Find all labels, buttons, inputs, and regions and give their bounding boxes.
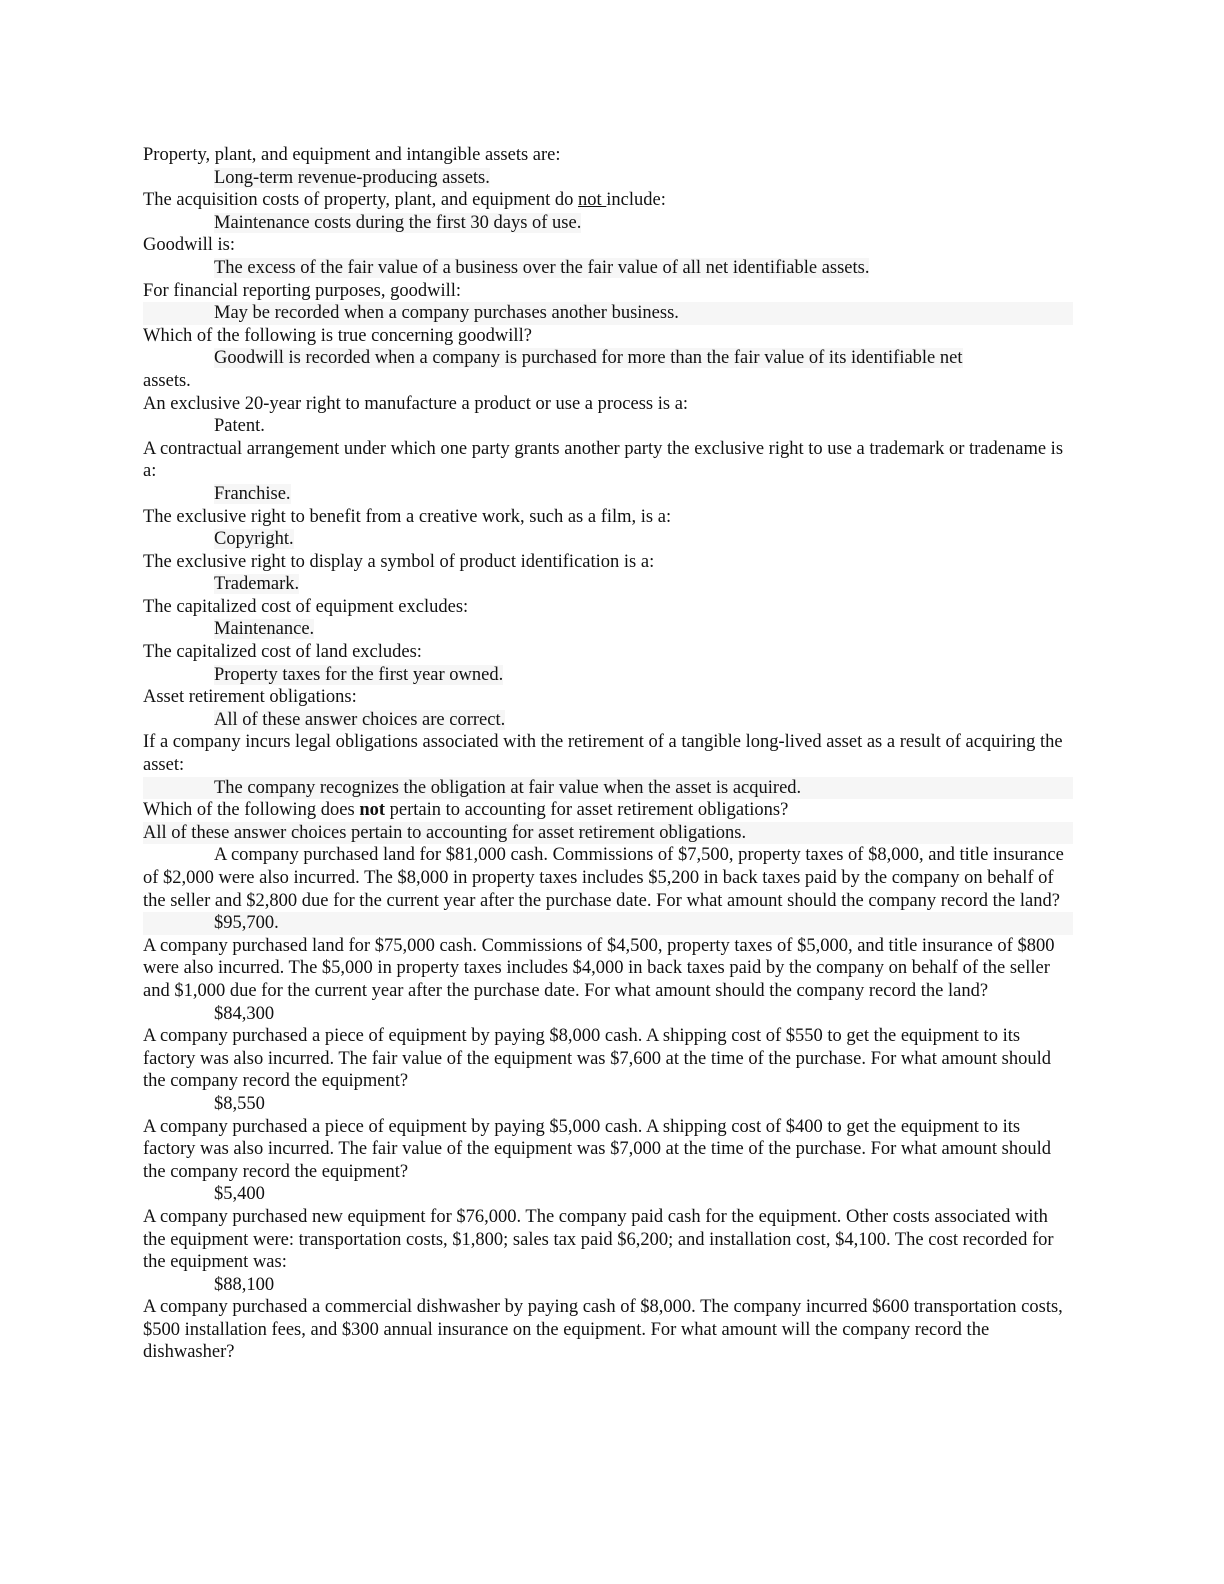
question-10: The capitalized cost of equipment excludes: [143,596,469,617]
answer-7: Franchise. [214,483,291,504]
answer-17: $8,550 [214,1093,265,1114]
answer-14: All of these answer choices pertain to accounting for asset retirement obligations. [143,822,1073,845]
question-13: If a company incurs legal obligations associated with the retirement of a tangible long-lived asset as a result of acquiring the asset: [143,732,1063,776]
document-body [143,144,1073,1364]
answer-8: Copyright. [214,529,294,550]
question-8: The exclusive right to benefit from a creative work, such as a film, is a: [143,506,672,527]
question-5: Which of the following is true concerning goodwill? [143,325,532,346]
question-6: An exclusive 20-year right to manufacture a product or use a process is a: [143,393,689,414]
answer-6: Patent. [214,416,265,437]
question-20: A company purchased a commercial dishwasher by paying cash of $8,000. The company incurred $600 transportation costs, $500 installation fees, and $300 annual insurance on the equipment. For what amount will the company record the dishwasher? [143,1297,1063,1363]
answer-5: Goodwill is recorded when a company is purchased for more than the fair value of its identifiable net [214,348,963,369]
answer-16: $84,300 [214,1003,275,1024]
answer-12: All of these answer choices are correct. [214,709,506,730]
answer-2: Maintenance costs during the first 30 days of use. [214,212,582,233]
question-9: The exclusive right to display a symbol of product identification is a: [143,551,655,572]
question-11: The capitalized cost of land excludes: [143,642,422,663]
question-19: A company purchased new equipment for $76,000. The company paid cash for the equipment. Other costs associated with the equipment were: transportation costs, $1,800; sales tax paid $6,200; and installation cost, $4,100. The cost recorded for the equipment was: [143,1206,1054,1273]
question-14: Which of the following does not pertain to accounting for asset retirement obligations? [143,800,789,821]
answer-18: $5,400 [214,1184,265,1205]
question-18: A company purchased a piece of equipment by paying $5,000 cash. A shipping cost of $400 to get the equipment to its factory was also incurred. The fair value of the equipment was $7,000 at the time of the purchase. For what amount should the company record the equipment? [143,1116,1051,1182]
question-15: A company purchased land for $81,000 cash. Commissions of $7,500, property taxes of $8,000, and title insurance of $2,000 were also incurred. The $8,000 in property taxes includes $5,200 in back taxes paid by the company on behalf of the seller and $2,800 due for the current year after the purchase date. For what amount should the company record the land? [143,845,1064,911]
answer-3: The excess of the fair value of a business over the fair value of all net identifiable assets. [214,257,870,278]
answer-15: $95,700. [143,912,1073,935]
question-16: A company purchased land for $75,000 cash. Commissions of $4,500, property taxes of $5,000, and title insurance of $800 were also incurred. The $5,000 in property taxes includes $4,000 in back taxes paid by the company on behalf of the seller and $1,000 due for the current year after the purchase date. For what amount should the company record the land? [143,935,1055,1001]
answer-5-continued: assets. [143,370,191,391]
question-3: Goodwill is: [143,235,235,256]
answer-4: May be recorded when a company purchases another business. [143,302,1073,325]
answer-19: $88,100 [214,1274,275,1295]
answer-13: The company recognizes the obligation at fair value when the asset is acquired. [143,777,1073,800]
answer-11: Property taxes for the first year owned. [214,664,504,685]
answer-10: Maintenance. [214,619,315,640]
question-12: Asset retirement obligations: [143,687,357,708]
question-2: The acquisition costs of property, plant, and equipment do not include: [143,190,666,211]
answer-1: Long-term revenue-producing assets. [214,167,490,188]
question-4: For financial reporting purposes, goodwill: [143,280,462,301]
question-17: A company purchased a piece of equipment by paying $8,000 cash. A shipping cost of $550 to get the equipment to its factory was also incurred. The fair value of the equipment was $7,600 at the time of the purchase. For what amount should the company record the equipment? [143,1026,1051,1092]
answer-9: Trademark. [214,574,300,595]
question-1: Property, plant, and equipment and intangible assets are: [143,145,561,165]
question-7: A contractual arrangement under which one party grants another party the exclusive right to use a trademark or tradename is a: [143,438,1064,482]
